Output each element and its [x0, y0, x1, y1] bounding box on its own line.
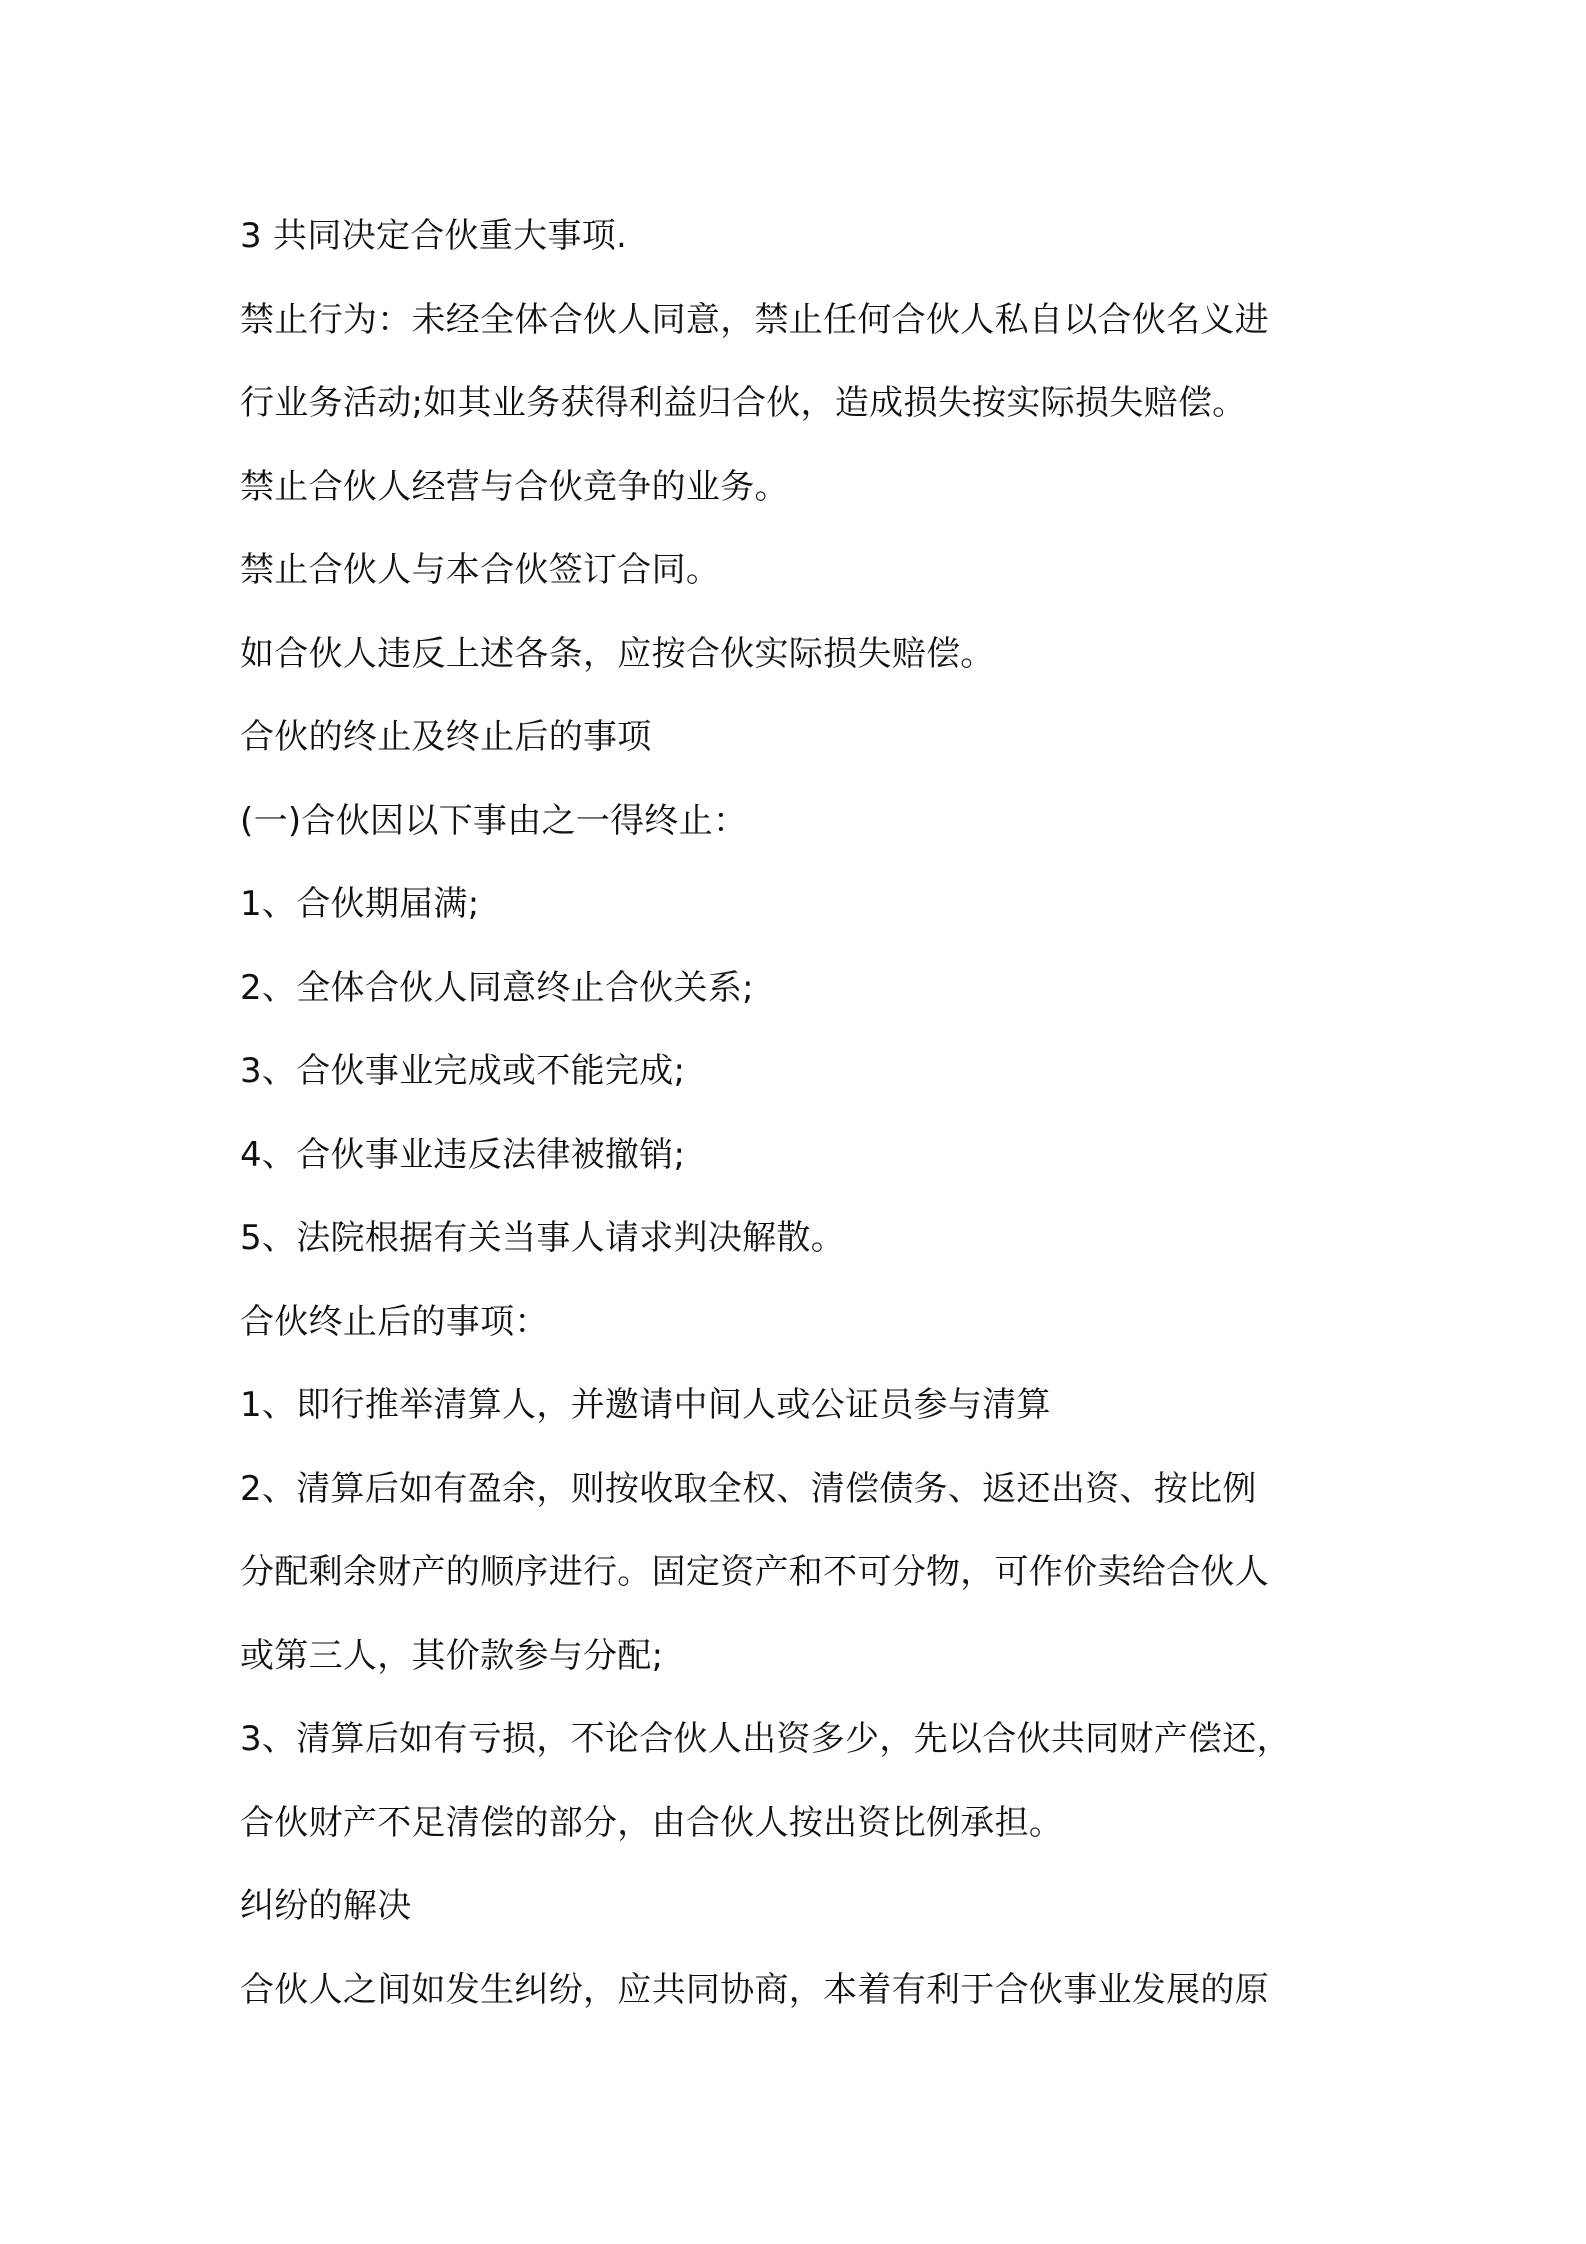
- section-heading: 合伙的终止及终止后的事项: [240, 717, 652, 757]
- list-item: 1、即行推举清算人，并邀请中间人或公证员参与清算: [240, 1385, 1051, 1425]
- text-line: 合伙财产不足清偿的部分，由合伙人按出资比例承担。: [240, 1802, 1064, 1843]
- section-heading: 合伙终止后的事项：: [240, 1301, 549, 1342]
- list-item: 2、全体合伙人同意终止合伙关系;: [240, 967, 754, 1008]
- text-line: 合伙人之间如发生纠纷，应共同协商，本着有利于合伙事业发展的原: [240, 1969, 1269, 2010]
- text-line: 3 共同决定合伙重大事项.: [240, 216, 628, 256]
- text-line: 禁止合伙人与本合伙签订合同。: [240, 550, 721, 590]
- text-line: 禁止合伙人经营与合伙竞争的业务。: [240, 466, 789, 507]
- list-item: 2、清算后如有盈余，则按收取全权、清偿债务、返还出资、按比例: [240, 1468, 1257, 1509]
- text-line: 禁止行为：未经全体合伙人同意，禁止任何合伙人私自以合伙名义进: [240, 299, 1269, 340]
- text-line: 如合伙人违反上述各条，应按合伙实际损失赔偿。: [240, 633, 995, 674]
- list-item: 5、法院根据有关当事人请求判决解散。: [240, 1218, 846, 1258]
- list-item: 1、合伙期届满;: [240, 884, 480, 924]
- list-item: 3、合伙事业完成或不能完成;: [240, 1051, 686, 1091]
- list-item: 3、清算后如有亏损，不论合伙人出资多少，先以合伙共同财产偿还，: [240, 1719, 1291, 1759]
- document-body: [240, 195, 1390, 2032]
- list-item: 4、合伙事业违反法律被撤销;: [240, 1134, 686, 1175]
- text-line: 分配剩余财产的顺序进行。固定资产和不可分物，可作价卖给合伙人: [240, 1552, 1269, 1592]
- section-heading: 纠纷的解决: [240, 1886, 412, 1926]
- text-line: 行业务活动;如其业务获得利益归合伙，造成损失按实际损失赔偿。: [240, 383, 1247, 423]
- text-line: 或第三人，其价款参与分配;: [240, 1635, 664, 1676]
- text-line: (一)合伙因以下事由之一得终止：: [240, 800, 748, 841]
